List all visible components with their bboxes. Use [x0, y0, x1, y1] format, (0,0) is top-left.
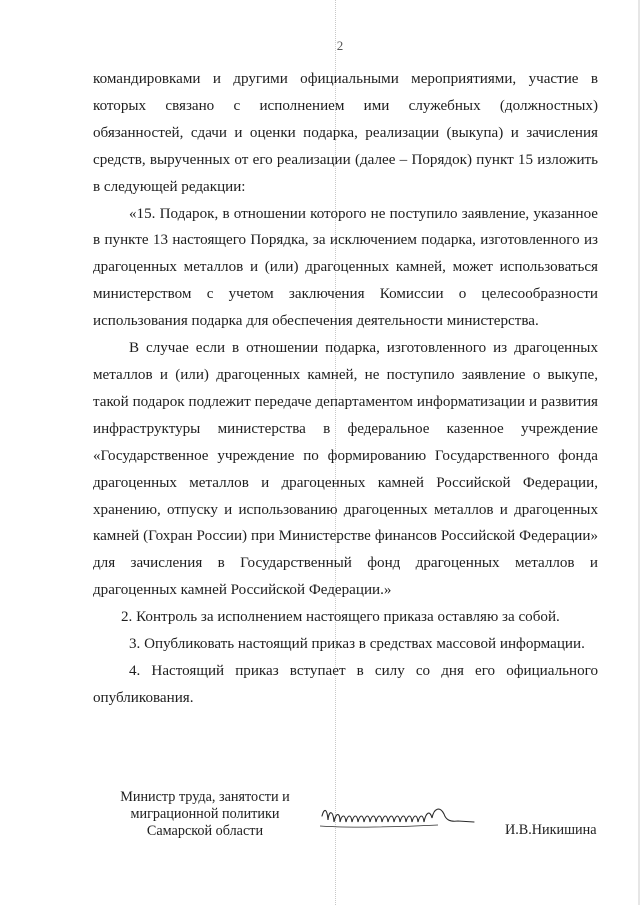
signatory-title-line: Самарской области: [146, 823, 264, 839]
document-body: [93, 66, 598, 712]
signatory-title-line: Министр труда, занятости и: [120, 789, 290, 805]
signatory-title: [100, 789, 310, 840]
page-number: 2: [336, 38, 344, 53]
paragraph-precious-metals: В случае если в отношении подарка, изготовленного из драгоценных металлов и (или) драгоценных камней, не поступило заявление о выкупе, такой подарок подлежит передаче департаментом информатизации и развития инфраструктуры министерства в федеральное казенное учреждение «Государственное учреждение по формированию Государственного фонда драгоценных металлов и драгоценных камней Российской Федерации, хранению, отпуску и использованию драгоценных металлов и драгоценных камней (Гохран России) при Министерстве финансов Российской Федерации» для зачисления в Государственный фонд драгоценных металлов и драгоценных камней Российской Федерации.»: [93, 340, 598, 599]
paragraph-clause-2: 2. Контроль за исполнением настоящего приказа оставляю за собой.: [121, 609, 560, 626]
paragraph-clause-3: 3. Опубликовать настоящий приказ в средствах массовой информации.: [129, 636, 585, 653]
signer-name: И.В.Никишина: [505, 822, 597, 838]
handwritten-signature: [318, 798, 478, 838]
signatory-title-line: миграционной политики: [130, 806, 280, 822]
paragraph-clause-4: 4. Настоящий приказ вступает в силу со дня его официального опубликования.: [93, 662, 598, 706]
paragraph-continuation: командировками и другими официальными мероприятиями, участие в которых связано с исполнением ими служебных (должностных) обязанностей, сдачи и оценки подарка, реализации (выкупа) и зачисления средств, вырученных от его реализации (далее – Порядок) пункт 15 изложить в следующей редакции:: [93, 71, 598, 195]
paragraph-item-15: «15. Подарок, в отношении которого не поступило заявление, указанное в пункте 13 настоящего Порядка, за исключением подарка, изготовленного из драгоценных металлов и (или) драгоценных камней, может использоваться министерством с учетом заключения Комиссии о целесообразности использования подарка для обеспечения деятельности министерства.: [93, 205, 598, 330]
